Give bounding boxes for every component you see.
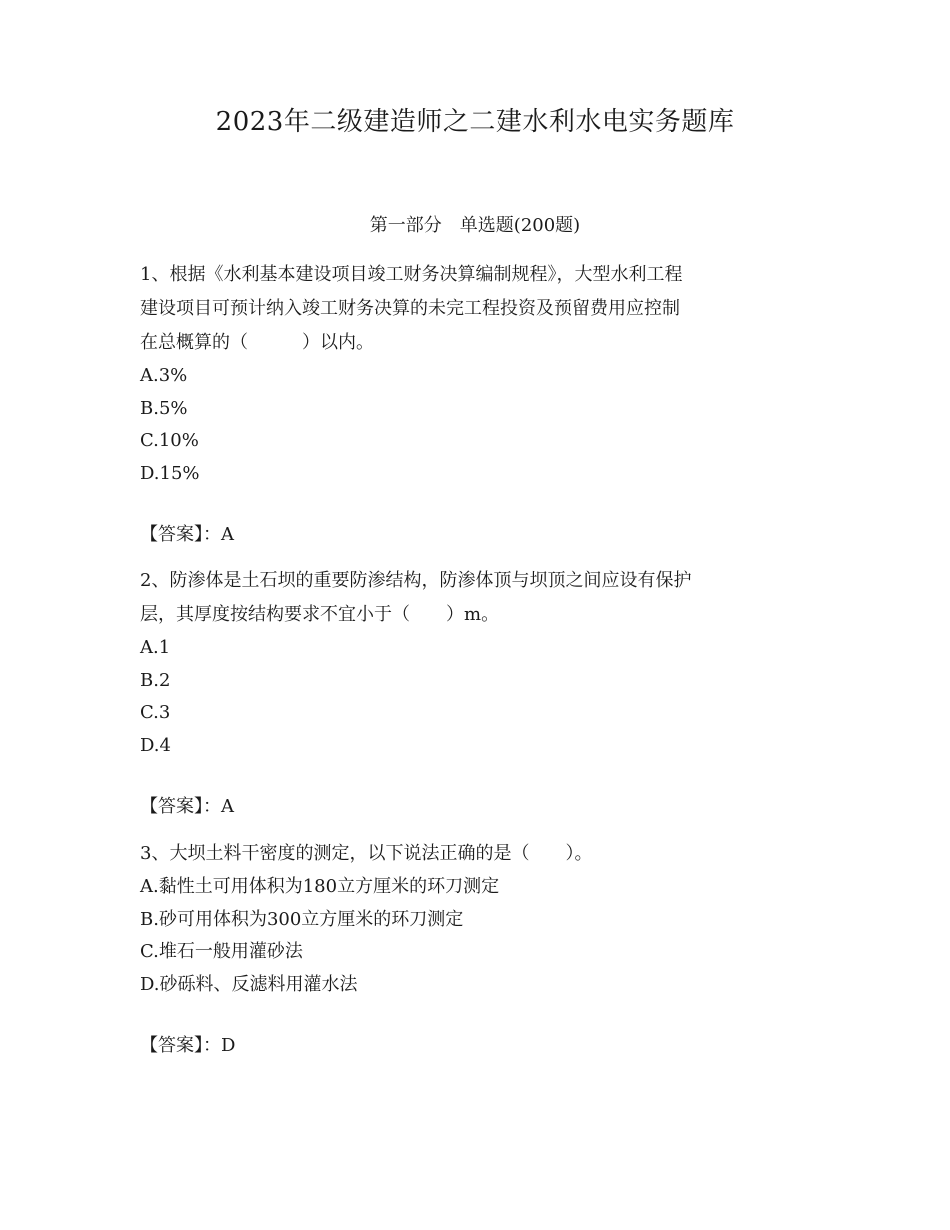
option-b: B.砂可用体积为300立方厘米的环刀测定 xyxy=(140,908,464,930)
option-a: A.3% xyxy=(140,365,188,386)
answer-line xyxy=(140,1031,820,1061)
answer-value: A xyxy=(221,796,234,817)
question-stem-line: 2、防渗体是土石坝的重要防渗结构，防渗体顶与坝顶之间应设有保护 xyxy=(140,570,692,591)
question-stem-line: 1、根据《水利基本建设项目竣工财务决算编制规程》，大型水利工程 xyxy=(140,264,683,285)
option-d: D.砂砾料、反滤料用灌水法 xyxy=(140,973,358,995)
section-title: 第一部分 单选题(200题) xyxy=(369,215,581,236)
answer-line xyxy=(140,792,820,822)
answer-label: 【答案】： xyxy=(140,524,221,545)
question-stem-line: 层，其厚度按结构要求不宜小于（ ）m。 xyxy=(140,604,500,625)
question-3 xyxy=(140,837,820,1061)
option-b: B.5% xyxy=(140,397,188,419)
question-stem-line: 3、大坝土料干密度的测定，以下说法正确的是（ ）。 xyxy=(140,843,593,864)
option-a: A.1 xyxy=(140,637,171,658)
answer-value: D xyxy=(221,1035,236,1056)
question-stem-line: 在总概算的（ ）以内。 xyxy=(140,332,374,353)
option-c: C.3 xyxy=(140,702,171,723)
question-2 xyxy=(140,564,820,822)
answer-label: 【答案】： xyxy=(140,1035,221,1056)
option-c: C.堆石一般用灌砂法 xyxy=(140,941,303,962)
answer-label: 【答案】： xyxy=(140,796,221,817)
answer-line xyxy=(140,520,820,550)
answer-value: A xyxy=(221,524,234,545)
question-stem-line: 建设项目可预计纳入竣工财务决算的未完工程投资及预留费用应控制 xyxy=(140,298,680,319)
option-c: C.10% xyxy=(140,430,199,451)
question-1 xyxy=(140,258,820,550)
option-d: D.4 xyxy=(140,734,171,756)
option-b: B.2 xyxy=(140,669,171,691)
option-d: D.15% xyxy=(140,462,200,484)
option-a: A.黏性土可用体积为180立方厘米的环刀测定 xyxy=(140,876,500,897)
document-title: 2023年二级建造师之二建水利水电实务题库 xyxy=(215,107,735,137)
